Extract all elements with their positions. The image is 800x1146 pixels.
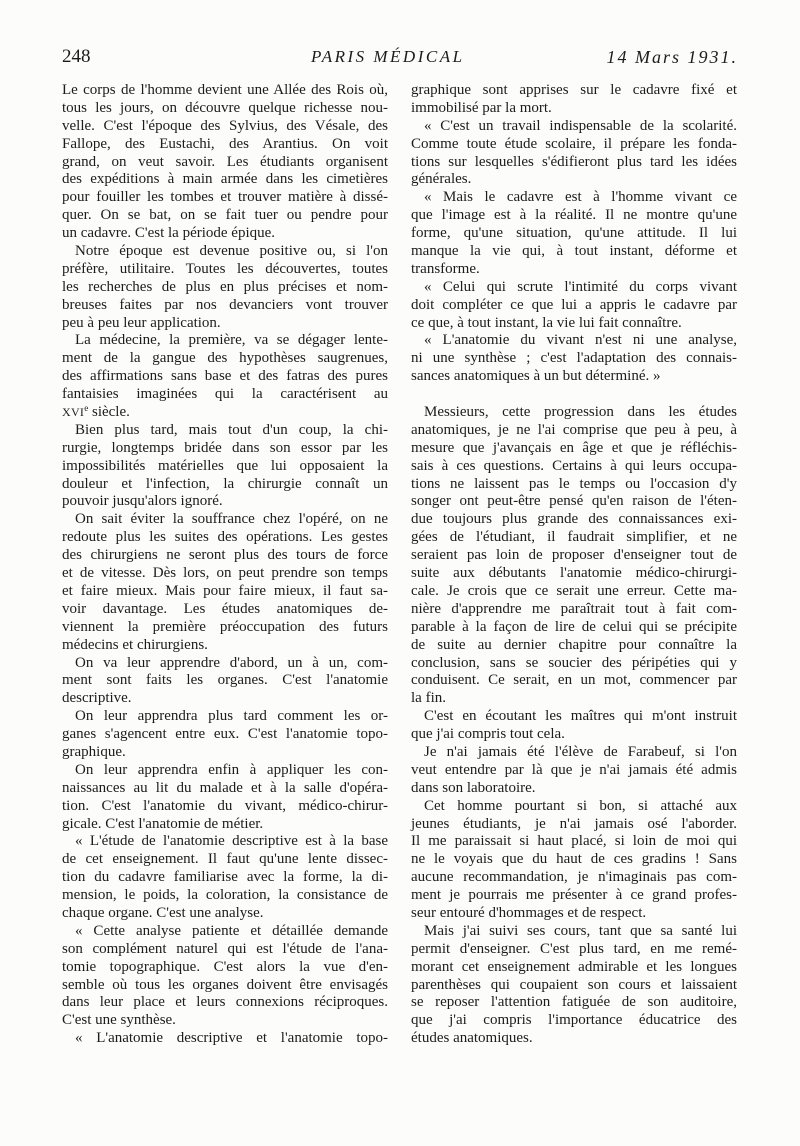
text-line: tions ne laissent pas le temps ou l'occasion d'y (411, 475, 737, 492)
paragraph (62, 655, 388, 709)
issue-date: 14 Mars 1931. (606, 47, 738, 67)
text-line: parable à la façon de lire de celui qui se précipite (411, 618, 737, 635)
text-line: « L'anatomie du vivant n'est ni une analyse, (424, 332, 737, 349)
text-line: conclusion, sans se soucier des péripéties qui y (411, 654, 737, 671)
paragraph (62, 82, 388, 243)
text-line: ment je pourrais me présenter à ce grand profes- (411, 887, 737, 904)
text-line: velle. C'est l'époque des Sylvius, des Vésale, des (62, 117, 388, 134)
text-line: préfère, utilitaire. Toutes les découvertes, toutes (62, 260, 388, 277)
text-line: doit compléter ce que lui a appris le cadavre par (411, 296, 737, 313)
text-line: semble où tous les organes doivent être envisagés (62, 976, 388, 993)
paragraph (62, 332, 388, 421)
text-line: tions sur lesquelles s'édifieront plus tard les idées (411, 153, 737, 170)
text-line: nière d'apprendre me paraîtrait tout à fait com- (411, 600, 737, 617)
text-line: tion du cadavre familiarise avec la forme, la di- (62, 869, 388, 886)
text-line: transforme. (411, 260, 480, 277)
paragraph (62, 923, 388, 1030)
text-line: des affirmations sans base et des fatras des pures (62, 368, 388, 385)
paragraph (62, 833, 388, 922)
text-line: « L'anatomie descriptive et l'anatomie topo- (75, 1030, 388, 1047)
text-line: anatomiques, je ne l'ai comprise que peu à peu, à (411, 421, 737, 438)
text-line: naissances au lit du malade et à la salle d'opéra- (62, 779, 388, 796)
text-line: un cadavre. C'est la période épique. (62, 225, 276, 242)
text-line: suite aux débutants l'anatomie médico-chirurgi- (411, 565, 737, 582)
text-line: Bien plus tard, mais tout d'un coup, la chi- (75, 421, 388, 438)
text-line: médecins et chirurgiens. (62, 636, 208, 653)
text-line: « L'étude de l'anatomie descriptive est à la base (75, 833, 388, 850)
text-line: pour fouiller les tombes et trouver matière à dissé- (62, 189, 388, 206)
text-line: impossibilités matérielles que lui opposaient la (62, 457, 388, 474)
paragraph (411, 332, 737, 386)
text-line: Je n'ai jamais été l'élève de Farabeuf, si l'on (424, 743, 737, 760)
text-line: Cet homme pourtant si bon, si attaché aux (424, 797, 737, 814)
ordinal-superscript: e (84, 403, 89, 414)
text-line: ce que, à tout instant, la vie lui fait connaître. (411, 314, 682, 331)
text-line: grand, on veut savoir. Les étudiants organisent (62, 153, 388, 170)
text-line: rurgie, longtemps bridée dans son essor par les (62, 439, 388, 456)
text-line: Fallope, des Eustachi, des Arantius. On voit (62, 135, 388, 152)
paragraph (411, 82, 737, 118)
text-line: que l'image est à la réalité. Il ne montre qu'une (411, 207, 737, 224)
text-line: Comme toute étude scolaire, il prépare les fonda- (411, 135, 737, 152)
paragraph (62, 1030, 388, 1048)
text-line: aucune recommandation, je n'imaginais pas com- (411, 869, 737, 886)
text-line: cale. Je crois que ce serait une erreur. Cette ma- (411, 582, 737, 599)
text-line: Notre époque est devenue positive ou, si l'on (75, 243, 388, 260)
text-line: ne le voyais que du haut de ces gradins ! Sans (411, 851, 737, 868)
paragraph (411, 279, 737, 333)
journal-title: PARIS MÉDICAL (311, 47, 465, 66)
text-line: se reposer l'attention fatiguée de son auditoire, (411, 994, 737, 1011)
paragraph (411, 708, 737, 744)
text-line: graphique sont apprises sur le cadavre fixé et (411, 82, 737, 98)
text-line: que j'ai compris l'importance éducatrice des (411, 1012, 737, 1029)
text-line: ni une synthèse ; c'est l'adaptation des connais- (411, 350, 737, 367)
text-line: songer ont peut-être pensé qu'en raison de l'éten- (411, 493, 737, 510)
text-line: « C'est un travail indispensable de la scolarité. (424, 117, 737, 134)
text-line: veut entendre par là que je n'ai jamais été admis (411, 761, 737, 778)
text-line: redoute plus les suites des opérations. Les gestes (62, 529, 388, 546)
text-line: sais à ces questions. Certains à qui leurs occupa- (411, 457, 737, 474)
text-line: fantaisies imaginées qui la caractérisent au (62, 386, 388, 403)
text-line: quer. On se bat, on se fait tuer ou pendre pour (62, 207, 388, 224)
text-line: La médecine, la première, va se dégager lente- (75, 332, 388, 349)
text-line: les recherches de plus en plus précises et nom- (62, 278, 388, 295)
text-line: « Cette analyse patiente et détaillée demande (75, 922, 388, 939)
paragraph (62, 708, 388, 762)
text-line: immobilisé par la mort. (411, 99, 552, 116)
text-line: breuses faites par nos devanciers vont trouver (62, 296, 388, 313)
text-line: sances anatomiques à un but déterminé. » (411, 368, 661, 385)
text-line: C'est en écoutant les maîtres qui m'ont instruit (424, 708, 737, 725)
paragraph (62, 243, 388, 332)
paragraph (411, 798, 737, 923)
text-line: permit d'enseigner. C'est plus tard, en me remé- (411, 940, 737, 957)
text-line: douleur et l'infection, la chirurgie connaît un (62, 475, 388, 492)
paragraph (62, 511, 388, 654)
text-line: études anatomiques. (411, 1030, 533, 1047)
left-column (62, 82, 388, 1048)
text-line: mension, le poids, la coloration, la consistance de (62, 887, 388, 904)
century-word: siècle. (88, 404, 130, 421)
text-line: On sait éviter la souffrance chez l'opéré, on ne (75, 511, 388, 528)
text-line: seur entouré d'hommages et de respect. (411, 904, 647, 921)
text-line: On leur apprendra plus tard comment les or- (75, 708, 388, 725)
text-line: dans son laboratoire. (411, 779, 536, 796)
text-line: manque la vie qui, à tout instant, déforme et (411, 243, 737, 260)
text-line: C'est une synthèse. (62, 1012, 176, 1029)
text-line: « Celui qui scrute l'intimité du corps vivant (424, 278, 737, 295)
text-line: due toujours plus grande des connaissances exi- (411, 511, 737, 528)
text-line: Le corps de l'homme devient une Allée des Rois où, (62, 82, 388, 98)
text-line: Mais j'ai suivi ses cours, tant que sa santé lui (424, 922, 737, 939)
text-line: que j'ai compris tout cela. (411, 726, 565, 743)
text-line: parenthèses qui coupaient son cours et laissaient (411, 976, 737, 993)
text-line: dans leur place et leurs connexions réciproques. (62, 994, 388, 1011)
text-line: descriptive. (62, 690, 132, 707)
text-line: la fin. (411, 690, 446, 707)
text-line: viennent la première préoccupation des futurs (62, 618, 388, 635)
paragraph (411, 404, 737, 708)
text-line: des expéditions à main armée dans les cimetières (62, 171, 388, 188)
page-number: 248 (62, 46, 91, 67)
text-line: graphique. (62, 743, 126, 760)
text-line: gicale. C'est l'anatomie de métier. (62, 815, 264, 832)
century-numeral: XVI (62, 405, 85, 420)
text-line: pouvoir jusqu'alors ignoré. (62, 493, 223, 510)
text-line: tomie topographique. C'est alors la vue d'en- (62, 958, 388, 975)
paragraph (411, 189, 737, 278)
text-line: On va leur apprendre d'abord, un à un, com- (75, 654, 388, 671)
text-line: Il me paraissait si haut placé, si loin de moi qui (411, 833, 737, 850)
text-line: conduisent. Ce serait, en un mot, commencer par (411, 672, 737, 689)
text-line: Messieurs, cette progression dans les études (424, 404, 737, 421)
paragraph (411, 744, 737, 798)
paragraph (62, 422, 388, 511)
paragraph (411, 118, 737, 190)
text-line: forme, qu'une situation, qu'une attitude. Il lui (411, 225, 737, 242)
text-line: seraient pas loin de proposer d'enseigner tout de (411, 547, 737, 564)
text-line: « Mais le cadavre est à l'homme vivant ce (424, 189, 737, 206)
text-line: ment de la gangue des hypothèses saugrenues, (62, 350, 388, 367)
text-line: gées de l'étudiant, il faudrait simplifier, et ne (411, 529, 737, 546)
right-column (411, 82, 737, 1048)
text-line: de cet enseignement. Il faut qu'une lente dissec- (62, 851, 388, 868)
text-line: ment sont faits les organes. C'est l'anatomie (62, 672, 388, 689)
text-line: peu à peu leur application. (62, 314, 221, 331)
text-line: tion. C'est l'anatomie du vivant, médico-chirur- (62, 797, 388, 814)
text-line: morant cet enseignement admirable et les longues (411, 958, 737, 975)
text-line: On leur apprendra enfin à appliquer les con- (75, 761, 388, 778)
text-line: des chirurgiens ne seront plus des tours de force (62, 547, 388, 564)
text-line: mesure que j'avançais en âge et que je réfléchis- (411, 439, 737, 456)
text-line-century (62, 404, 388, 422)
text-line: et de vitesse. Dès lors, on peut prendre son temps (62, 565, 388, 582)
text-line: ganes s'agencent entre eux. C'est l'anatomie topo- (62, 726, 388, 743)
paragraph (62, 762, 388, 834)
text-line: chaque organe. C'est une analyse. (62, 904, 264, 921)
text-line: de suite au dernier chapitre pour connaître la (411, 636, 737, 653)
text-line: et faire mieux. Mais pour faire mieux, il faut sa- (62, 582, 388, 599)
text-line: voir davantage. Les études anatomiques de- (62, 600, 388, 617)
text-line: jeunes étudiants, je n'ai jamais osé l'aborder. (411, 815, 737, 832)
paragraph (411, 923, 737, 1048)
text-line: son complément naturel qui est l'étude de l'ana- (62, 940, 388, 957)
text-line: tous les jours, on découvre quelque richesse nou- (62, 99, 388, 116)
text-line: générales. (411, 171, 472, 188)
